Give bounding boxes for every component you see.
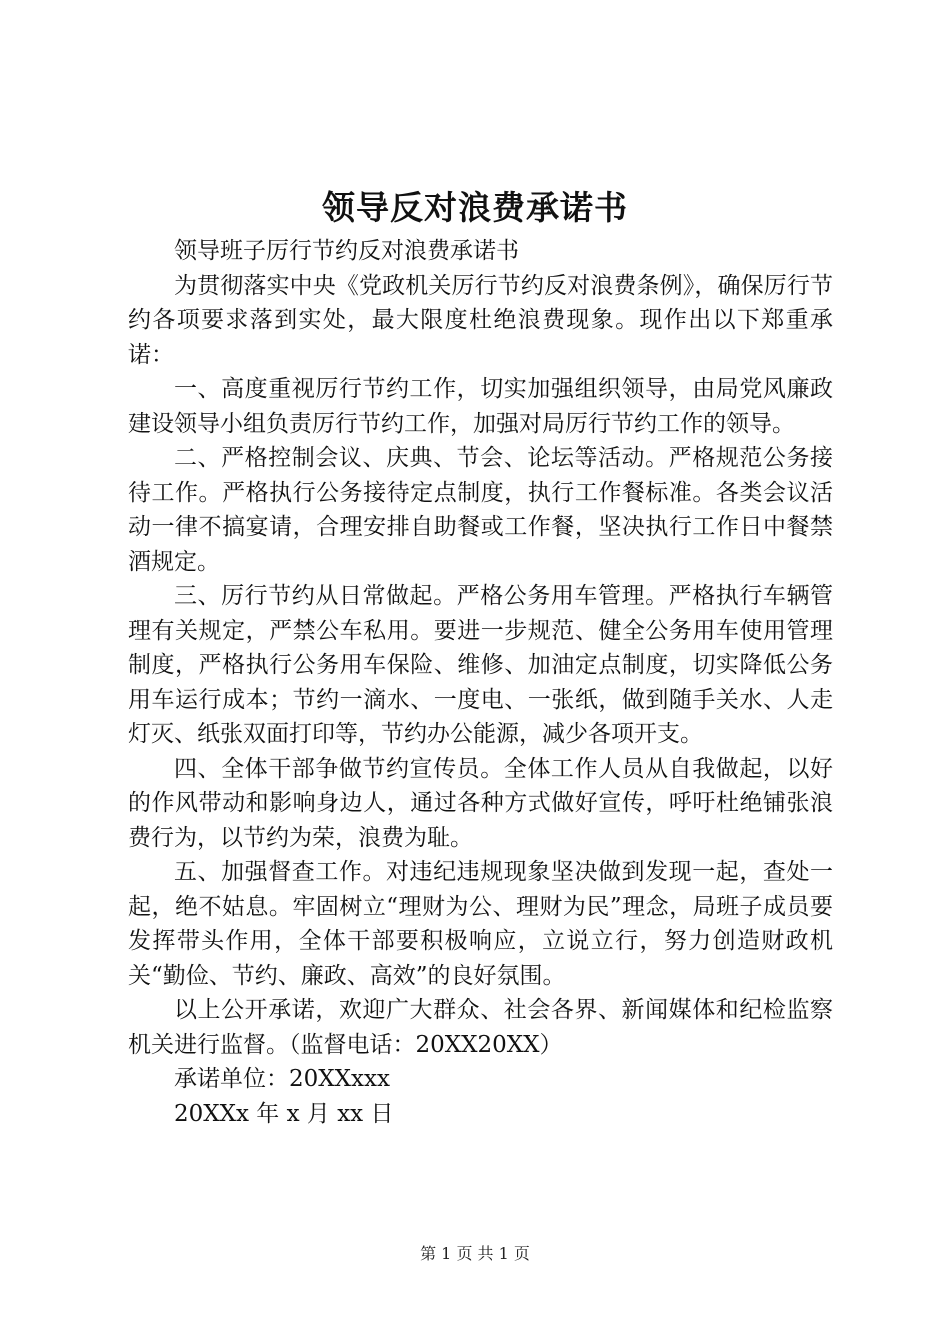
signature-unit: 承诺单位：20XXxxx xyxy=(174,1066,390,1092)
paragraph-item-2: 二、严格控制会议、庆典、节会、论坛等活动。严格规范公务接待工作。严格执行公务接待定点制度，执行工作餐标准。各类会议活动一律不搞宴请，合理安排自助餐或工作餐，坚决执行工作日中餐禁酒规定。 xyxy=(128,445,833,575)
paragraph-intro: 为贯彻落实中央《党政机关厉行节约反对浪费条例》，确保厉行节约各项要求落到实处，最大限度杜绝浪费现象。现作出以下郑重承诺： xyxy=(128,272,833,368)
page-number-footer: 第 1 页 共 1 页 xyxy=(420,1244,530,1263)
document-title: 领导反对浪费承诺书 xyxy=(322,188,628,227)
document-body xyxy=(128,234,833,1131)
paragraph-item-5: 五、加强督查工作。对违纪违规现象坚决做到发现一起，查处一起，绝不姑息。牢固树立“理财为公、理财为民”理念，局班子成员要发挥带头作用，全体干部要积极响应，立说立行，努力创造财政机关“勤俭、节约、廉政、高效”的良好氛围。 xyxy=(128,859,833,989)
paragraph-item-1: 一、高度重视厉行节约工作，切实加强组织领导，由局党风廉政建设领导小组负责厉行节约工作，加强对局厉行节约工作的领导。 xyxy=(128,376,833,437)
paragraph-closing: 以上公开承诺，欢迎广大群众、社会各界、新闻媒体和纪检监察机关进行监督。（监督电话：20XX20XX） xyxy=(128,997,833,1058)
signature-date: 20XXx 年 x 月 xx 日 xyxy=(174,1100,394,1127)
paragraph-item-4: 四、全体干部争做节约宣传员。全体工作人员从自我做起，以好的作风带动和影响身边人，通过各种方式做好宣传，呼吁杜绝铺张浪费行为，以节约为荣，浪费为耻。 xyxy=(128,755,833,851)
paragraph-item-3: 三、厉行节约从日常做起。严格公务用车管理。严格执行车辆管理有关规定，严禁公车私用。要进一步规范、健全公务用车使用管理制度，严格执行公务用车保险、维修、加油定点制度，切实降低公务用车运行成本；节约一滴水、一度电、一张纸，做到随手关水、人走灯灭、纸张双面打印等，节约办公能源，减少各项开支。 xyxy=(128,583,833,747)
paragraph-subtitle: 领导班子厉行节约反对浪费承诺书 xyxy=(174,238,519,264)
